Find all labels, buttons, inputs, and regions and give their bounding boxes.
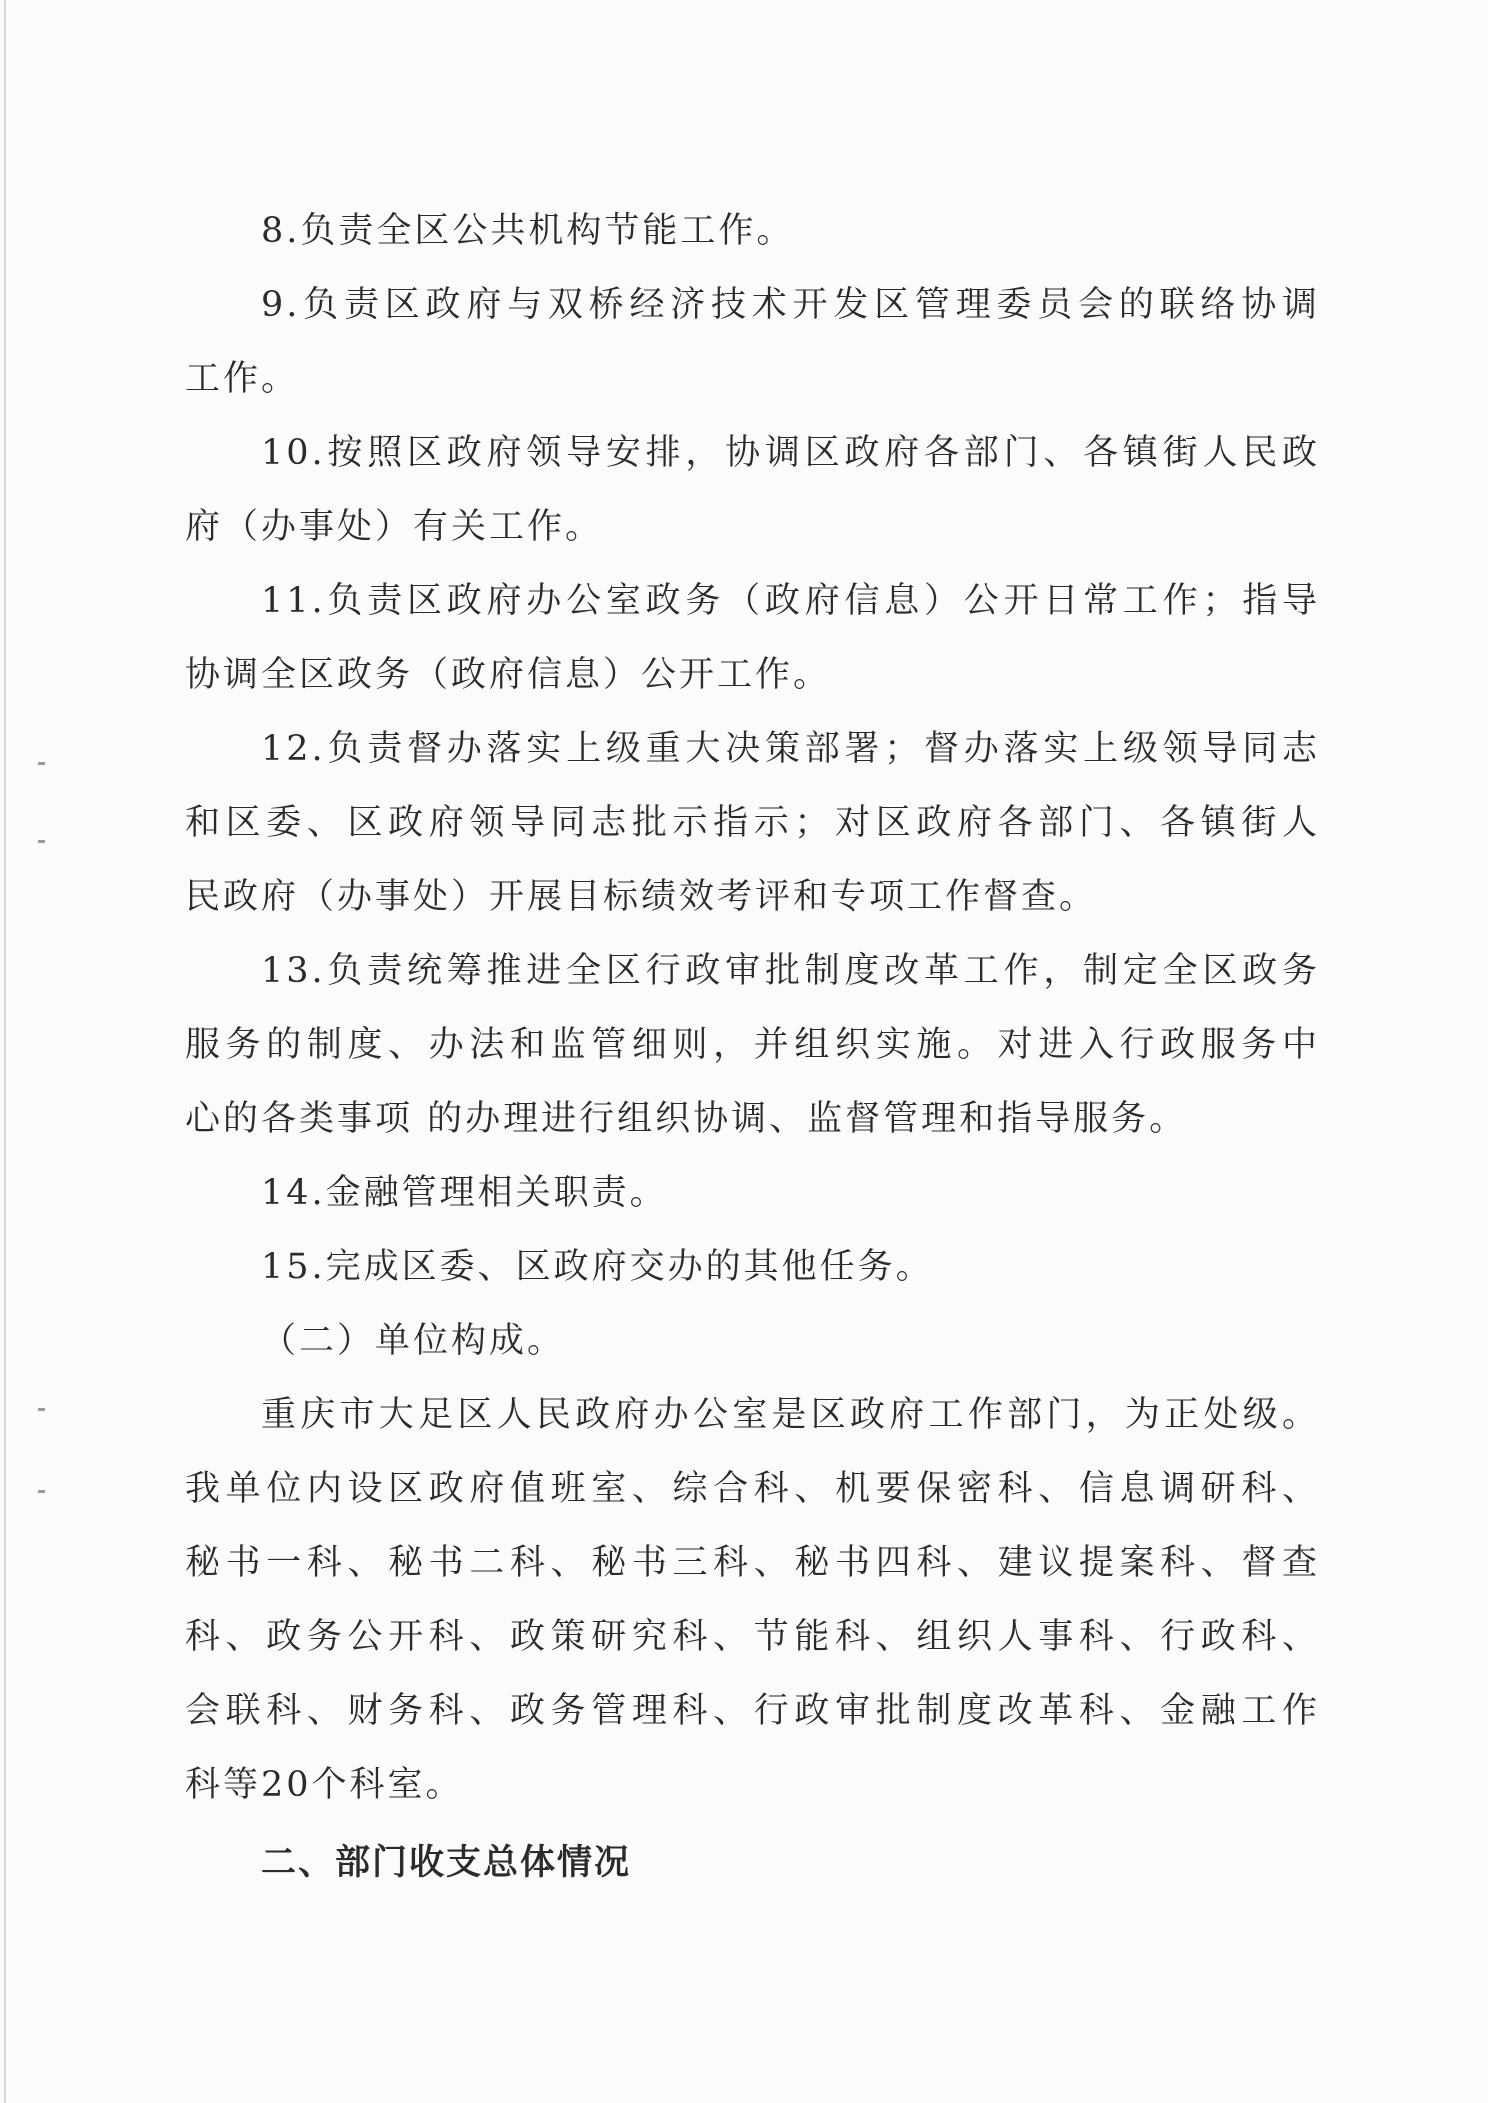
paragraph-line-item-8: 8.负责全区公共机构节能工作。 bbox=[261, 211, 795, 251]
paragraph-line-unit: 重庆市大足区人民政府办公室是区政府工作部门，为正处级。 bbox=[261, 1395, 1320, 1435]
paragraph-line-item-11-cont: 协调全区政务（政府信息）公开工作。 bbox=[185, 655, 832, 695]
paragraph-line-item-13-cont: 服务的制度、办法和监管细则，并组织实施。对进入行政服务中 bbox=[185, 1025, 1320, 1065]
paragraph-line-unit-cont: 秘书一科、秘书二科、秘书三科、秘书四科、建议提案科、督查 bbox=[185, 1543, 1320, 1583]
paragraph-line-item-10: 10.按照区政府领导安排，协调区政府各部门、各镇街人民政 bbox=[261, 433, 1320, 473]
paragraph-line-item-12-cont: 民政府（办事处）开展目标绩效考评和专项工作督查。 bbox=[185, 877, 1098, 917]
scan-speck bbox=[38, 1408, 45, 1411]
paragraph-line-item-9-cont: 工作。 bbox=[185, 359, 300, 399]
paragraph-line-item-10-cont: 府（办事处）有关工作。 bbox=[185, 507, 604, 547]
paragraph-line-item-13-cont: 心的各类事项 的办理进行组织协调、监督管理和指导服务。 bbox=[185, 1099, 1188, 1139]
paragraph-line-unit-cont: 我单位内设区政府值班室、综合科、机要保密科、信息调研科、 bbox=[185, 1469, 1320, 1509]
paragraph-line-unit-cont: 会联科、财务科、政务管理科、行政审批制度改革科、金融工作 bbox=[185, 1691, 1320, 1731]
paragraph-line-item-12: 12.负责督办落实上级重大决策部署；督办落实上级领导同志 bbox=[261, 729, 1320, 769]
scan-speck bbox=[38, 1490, 45, 1493]
section-subheading: （二）单位构成。 bbox=[261, 1321, 566, 1361]
paragraph-line-unit-cont: 科等20个科室。 bbox=[185, 1765, 464, 1805]
paragraph-line-item-14: 14.金融管理相关职责。 bbox=[261, 1173, 668, 1213]
section-heading: 二、部门收支总体情况 bbox=[261, 1843, 632, 1883]
paragraph-line-item-12-cont: 和区委、区政府领导同志批示指示；对区政府各部门、各镇街人 bbox=[185, 803, 1320, 843]
scan-speck bbox=[38, 840, 45, 843]
paragraph-line-item-9: 9.负责区政府与双桥经济技术开发区管理委员会的联络协调 bbox=[261, 285, 1320, 325]
paragraph-line-unit-cont: 科、政务公开科、政策研究科、节能科、组织人事科、行政科、 bbox=[185, 1617, 1320, 1657]
paragraph-line-item-15: 15.完成区委、区政府交办的其他任务。 bbox=[261, 1247, 934, 1287]
scan-edge-line bbox=[4, 0, 6, 2103]
paragraph-line-item-13: 13.负责统筹推进全区行政审批制度改革工作，制定全区政务 bbox=[261, 951, 1320, 991]
document-body bbox=[185, 194, 1320, 1900]
scan-speck bbox=[38, 762, 45, 765]
paragraph-line-item-11: 11.负责区政府办公室政务（政府信息）公开日常工作；指导 bbox=[261, 581, 1320, 621]
